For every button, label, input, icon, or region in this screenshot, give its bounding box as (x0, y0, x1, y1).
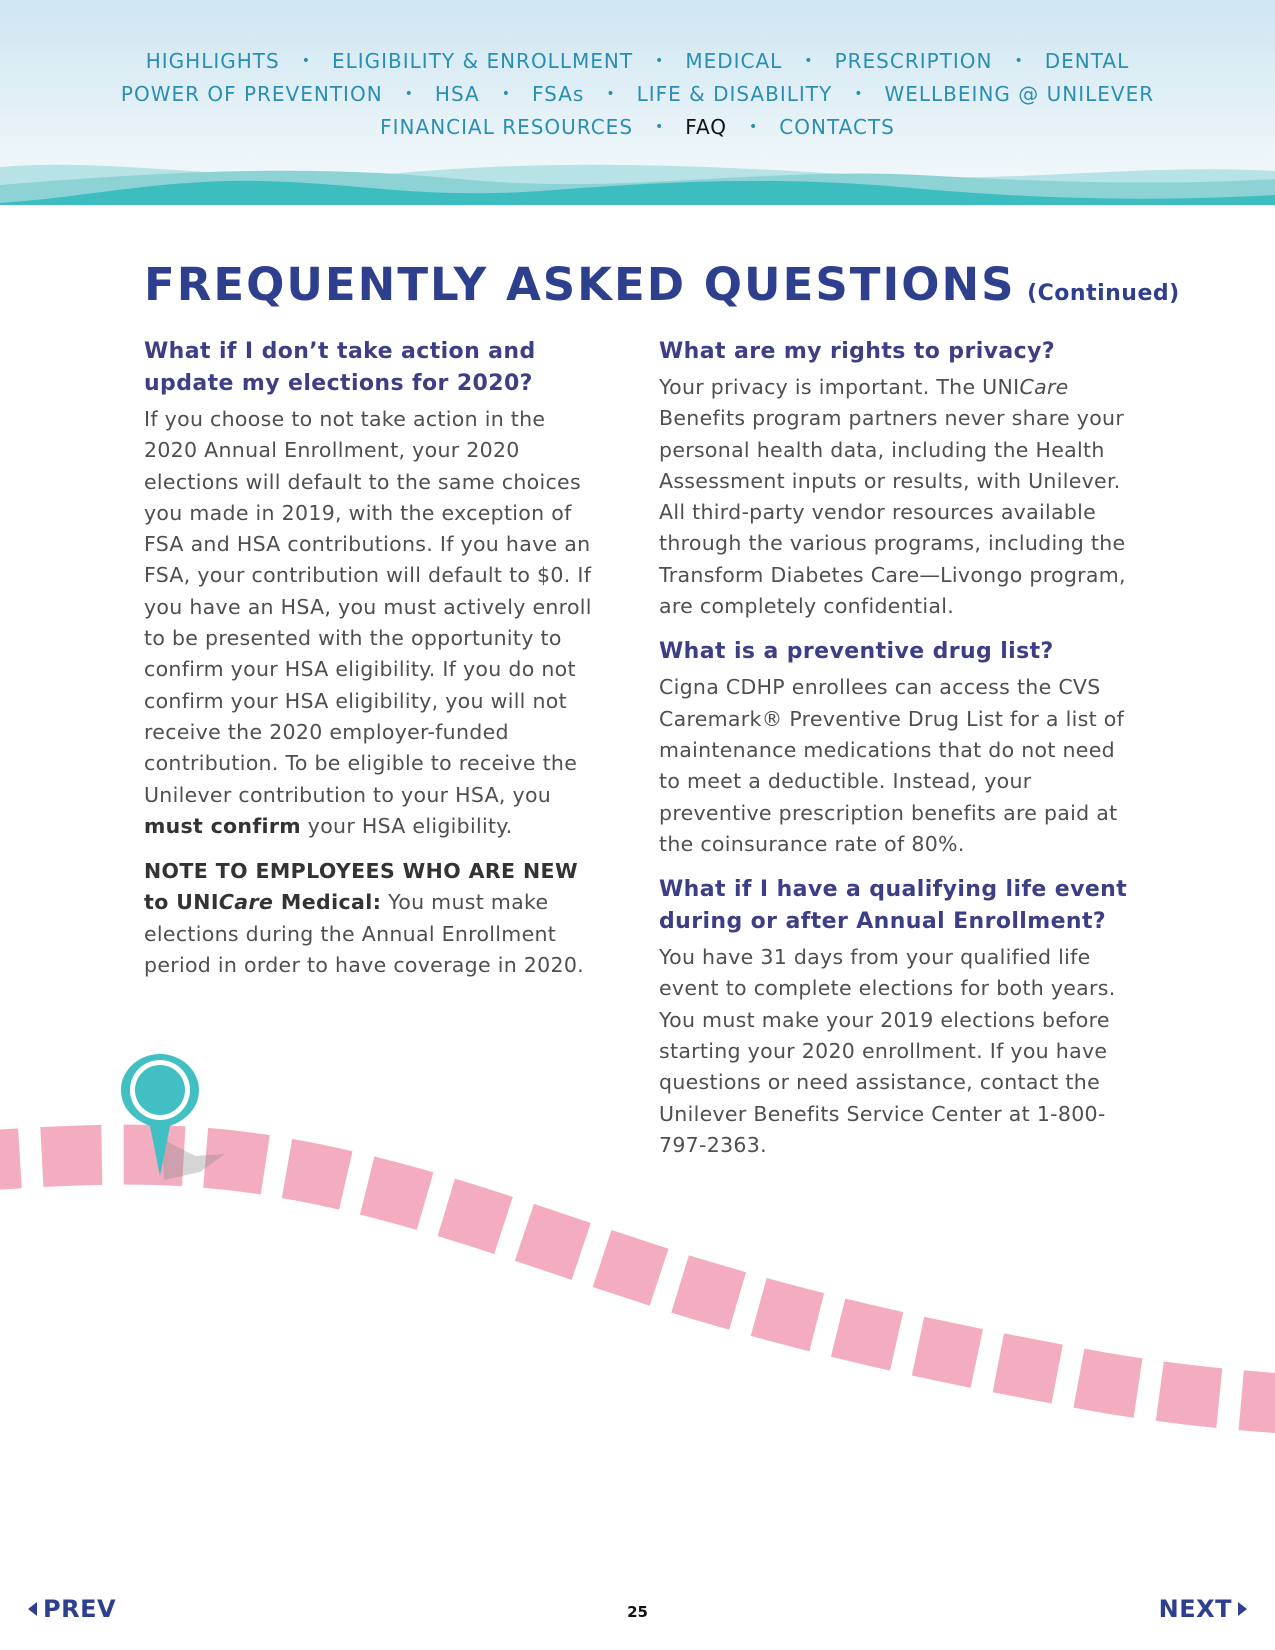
page-title-main: FREQUENTLY ASKED QUESTIONS (144, 258, 1016, 311)
answer-text: If you choose to not take action in the 2020 Annual Enrollment, your 2020 elections will default to the same choices you made in 2019, with the exception of FSA and HSA contributions. If you have an FSA, your contribution will default to $0. If you have an HSA, you must actively enroll to be presented with the opportunity to confirm your HSA eligibility. If you do not confirm your HSA eligibility, you will not receive the 2020 employer-funded contribution. To be eligible to receive the Unilever contribution to your HSA, you (144, 407, 592, 807)
nav-link-highlights[interactable]: HIGHLIGHTS (145, 48, 280, 73)
nav-link-power-of-prevention[interactable]: POWER OF PREVENTION (120, 81, 383, 106)
nav-link-prescription[interactable]: PRESCRIPTION (834, 48, 993, 73)
nav-separator: • (404, 85, 413, 102)
nav-separator: • (749, 118, 758, 135)
note-lead-medical: Medical: (273, 890, 382, 915)
nav-link-eligibility-enrollment[interactable]: ELIGIBILITY & ENROLLMENT (331, 48, 634, 73)
faq-question-no-action: What if I don’t take action and update my elections for 2020? (144, 339, 536, 396)
nav-row-3 (0, 110, 1275, 143)
nav-separator: • (854, 85, 863, 102)
answer-text: your HSA eligibility. (300, 813, 513, 838)
nav-separator: • (655, 118, 664, 135)
nav-separator: • (301, 52, 310, 69)
faq-note-new-employees (144, 856, 604, 981)
faq-question-privacy: What are my rights to privacy? (659, 339, 1055, 364)
note-lead-text: NOTE TO EMPLOYEES WHO ARE NEW to UNI (144, 859, 578, 915)
nav-link-faq[interactable]: FAQ (685, 114, 728, 139)
note-lead-care: Care (218, 890, 274, 915)
nav-link-dental[interactable]: DENTAL (1044, 48, 1130, 73)
page-title-continued: (Continued) (1027, 281, 1180, 306)
faq-question-preventive-drug-list: What is a preventive drug list? (659, 639, 1054, 665)
nav-link-life-disability[interactable]: LIFE & DISABILITY (636, 81, 833, 106)
nav-link-wellbeing[interactable]: WELLBEING @ UNILEVER (884, 81, 1155, 106)
page-number: 25 (627, 1603, 648, 1621)
nav-separator: • (655, 52, 664, 69)
nav-row-2 (0, 77, 1275, 110)
nav-separator: • (606, 85, 615, 102)
nav-separator: • (804, 52, 813, 69)
nav-link-contacts[interactable]: CONTACTS (779, 114, 895, 139)
next-page-button[interactable] (1159, 1595, 1247, 1623)
prev-label: PREV (43, 1595, 117, 1623)
nav-separator: • (501, 85, 510, 102)
nav-separator: • (1014, 52, 1023, 69)
nav-link-hsa[interactable]: HSA (434, 81, 480, 106)
faq-column-left (144, 336, 604, 981)
answer-care: Care (1019, 375, 1069, 399)
nav-link-medical[interactable]: MEDICAL (685, 48, 783, 73)
journey-path-decoration (0, 1030, 1275, 1510)
next-label: NEXT (1158, 1595, 1232, 1623)
nav-row-1 (0, 44, 1275, 77)
answer-text: Your privacy is important. The UNI (659, 375, 1020, 399)
answer-emphasis: must confirm (144, 813, 301, 838)
answer-text: Benefits program partners never share your personal health data, including the Health Assessment inputs or results, with Unilever. All third-party vendor resources available through the various programs, including the Transform Diabetes Care—Livongo program, are completely confidential. (659, 406, 1126, 619)
faq-question-life-event: What if I have a qualifying life event during or after Annual Enrollment? (659, 877, 1128, 935)
top-navigation (0, 44, 1275, 143)
nav-link-fsas[interactable]: FSAs (531, 81, 585, 106)
chevron-right-icon (1238, 1602, 1247, 1616)
faq-answer-preventive-drug-list: Cigna CDHP enrollees can access the CVS Caremark® Preventive Drug List for a list of maintenance medications that do not need to meet a deductible. Instead, your preventive prescription benefits are paid at the coinsurance rate of 80%. (659, 675, 1125, 856)
faq-answer-privacy (659, 372, 1139, 622)
wave-decoration (0, 145, 1275, 205)
note-text: You must make elections during the Annual Enrollment period in order to have coverage in 2020. (144, 890, 584, 978)
faq-answer-no-action (144, 404, 604, 842)
faq-answer-life-event: You have 31 days from your qualified life event to complete elections for both years. You must make your 2019 elections before starting your 2020 enrollment. If you have questions or need assistance, contact the Unilever Benefits Service Center at 1-800-797-2363. (659, 945, 1116, 1157)
nav-link-financial-resources[interactable]: FINANCIAL RESOURCES (380, 114, 634, 139)
page-title (144, 258, 1180, 311)
header-banner (0, 0, 1275, 205)
